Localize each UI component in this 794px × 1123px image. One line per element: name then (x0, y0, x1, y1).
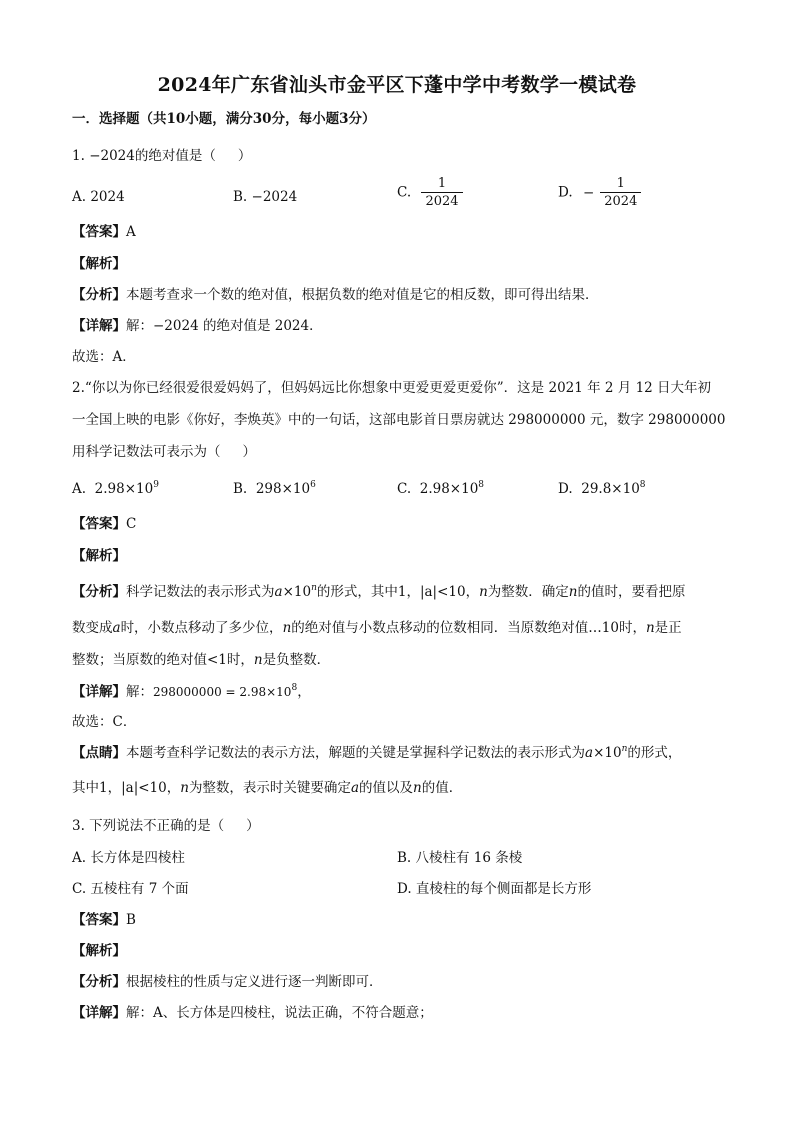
q2-stem-line3-end: ） (242, 444, 256, 460)
q2-fenxi-line2 (72, 619, 682, 637)
q1-option-b: B. −2024 (233, 189, 298, 205)
q1-option-c-denominator: 2024 (421, 192, 462, 210)
answer-label: 【答案】 (72, 516, 126, 532)
q2-option-c-base: 2.98×10 (419, 481, 479, 497)
q1-option-d-numerator: 1 (616, 176, 625, 191)
q2-xiangjie-end: ， (297, 684, 311, 700)
xiangjie-label: 【详解】 (72, 318, 126, 334)
q2-fenxi-text: 是正 (654, 620, 682, 636)
q2-analysis-label: 【解析】 (72, 548, 126, 564)
q1-xiangjie (72, 317, 323, 335)
q1-answer (72, 223, 136, 241)
q2-option-a-label: A. (72, 481, 87, 497)
math-n: n (568, 584, 578, 600)
math-times-ten: ×10 (282, 584, 312, 600)
q2-option-a (72, 480, 159, 498)
q2-fenxi-text: 时， (226, 652, 254, 668)
q2-fenxi-text: 的绝对值与小数点移动的位数相同．当原数绝对值…10时， (291, 620, 646, 636)
q3-option-d: D. 直棱柱的每个侧面都是长方形 (397, 881, 592, 897)
math-n: n (282, 620, 292, 636)
q3-option-a: A. 长方体是四棱柱 (72, 850, 185, 866)
q1-option-d (558, 176, 641, 210)
math-times-ten: ×10 (593, 745, 622, 761)
q2-stem-line1: 2.“你以为你已经很爱很爱妈妈了，但妈妈远比你想象中更爱更爱更爱你”．这是 2021 年 2 月 12 日大年初 (72, 380, 712, 396)
math-n: n (645, 620, 655, 636)
q3-answer-value: B (126, 912, 136, 928)
q3-option-c: C. 五棱柱有 7 个面 (72, 881, 189, 897)
q1-analysis-label: 【解析】 (72, 256, 126, 272)
math-abs-a: |a|<10 (121, 780, 167, 796)
q2-dianjing-line1 (72, 744, 681, 762)
math-n-exp: n (621, 744, 628, 754)
q1-option-d-sign: − (582, 185, 595, 201)
q2-option-c-label: C. (397, 481, 412, 497)
q3-stem-end: ） (246, 818, 260, 834)
q3-answer (72, 911, 136, 929)
q1-expression: −2024 (89, 148, 135, 164)
answer-label: 【答案】 (72, 912, 126, 928)
q1-option-c-fraction (421, 176, 462, 210)
q1-number: 1. (72, 148, 85, 164)
q2-option-a-exp: 9 (153, 480, 159, 490)
q2-option-b-base: 298×10 (255, 481, 311, 497)
q2-option-b-exp: 6 (310, 480, 316, 490)
q1-option-d-fraction (600, 176, 641, 210)
fenxi-label: 【分析】 (72, 287, 126, 303)
math-a: a (112, 620, 121, 636)
q2-fenxi-text: 数变成 (72, 620, 113, 636)
q3-stem (72, 817, 260, 835)
q1-option-c-numerator: 1 (437, 176, 447, 191)
q2-xiangjie-expr: 298000000 = 2.98×10 (153, 685, 292, 699)
q2-choice: 故选：C． (72, 714, 137, 730)
q2-stem-line3-text: 用科学记数法可表示为（ (72, 444, 221, 460)
q1-option-a: A. 2024 (72, 189, 125, 205)
q1-fenxi (72, 286, 599, 304)
q2-option-d-base: 29.8×10 (581, 481, 640, 497)
q1-fenxi-text: 本题考查求一个数的绝对值，根据负数的绝对值是它的相反数，即可得出结果． (126, 287, 599, 303)
q2-fenxi-text: 时，小数点移动了多少位， (120, 620, 283, 636)
xiangjie-label: 【详解】 (72, 1005, 126, 1021)
q2-fenxi-text: 的值时，要看把原 (577, 584, 686, 600)
q2-dianjing-text: 为整数，表示时关键要确定 (188, 780, 351, 796)
q1-xiangjie-text: 解：−2024 的绝对值是 2024． (126, 318, 323, 334)
q2-option-d-label: D. (558, 481, 573, 497)
math-n-exp: n (311, 583, 317, 593)
q3-fenxi-text: 根据棱柱的性质与定义进行逐一判断即可． (126, 974, 383, 990)
math-n: n (479, 584, 488, 600)
q3-xiangjie-text: 解：A、长方体是四棱柱，说法正确，不符合题意； (126, 1005, 433, 1021)
q2-answer (72, 515, 136, 533)
q2-option-c-exp: 8 (478, 480, 485, 490)
math-abs-a: |a|<10 (419, 584, 466, 600)
math-n: n (253, 652, 263, 668)
q3-option-b: B. 八棱柱有 16 条棱 (397, 850, 523, 866)
math-a: a (350, 780, 359, 796)
q1-choice: 故选：A． (72, 349, 136, 365)
q2-dianjing-text: ， (166, 780, 181, 796)
q2-option-c (397, 480, 484, 498)
q2-dianjing-text: 的形式， (627, 745, 682, 761)
q2-dianjing-text: 其中1， (72, 780, 122, 796)
q1-option-c-label: C. (397, 184, 412, 201)
math-n: n (180, 780, 189, 796)
math-a: a (274, 584, 283, 600)
q2-option-b-label: B. (233, 481, 248, 497)
q1-option-c (397, 176, 463, 210)
q1-option-d-label: D. (558, 184, 573, 201)
q2-dianjing-text: 本题考查科学记数法的表示方法，解题的关键是掌握科学记数法的表示形式为 (126, 745, 585, 761)
q2-fenxi-line1 (72, 583, 686, 601)
q2-option-a-base: 2.98×10 (94, 481, 154, 497)
q1-stem-text: 的绝对值是（ (134, 148, 216, 164)
q2-dianjing-line2 (72, 779, 462, 797)
xiangjie-label: 【详解】 (72, 684, 126, 700)
q2-xiangjie-exp: 8 (291, 683, 298, 693)
q2-xiangjie-text: 解： (126, 684, 153, 700)
math-lt-one: <1 (207, 652, 227, 668)
q2-fenxi-text: 为整数．确定 (487, 584, 569, 600)
q3-stem-text: 3. 下列说法不正确的是（ (72, 818, 225, 834)
q1-stem (72, 147, 251, 165)
q2-dianjing-text: 的值以及 (359, 780, 413, 796)
q2-option-d-exp: 8 (639, 480, 646, 490)
math-a: a (585, 745, 594, 761)
q2-fenxi-text: 整数；当原数的绝对值 (72, 652, 207, 668)
q2-fenxi-text: 的形式，其中1， (316, 584, 420, 600)
q2-fenxi-text: 是负整数． (262, 652, 331, 668)
answer-label: 【答案】 (72, 224, 126, 240)
q3-analysis-label: 【解析】 (72, 943, 126, 959)
q2-stem-line2: 一全国上映的电影《你好，李焕英》中的一句话，这部电影首日票房就达 298000000 元，数字 298000000 (72, 412, 726, 428)
q2-option-d (558, 480, 646, 498)
q1-stem-end: ） (237, 148, 252, 164)
q3-fenxi (72, 973, 383, 991)
q2-stem-line3 (72, 443, 256, 461)
q2-fenxi-line3 (72, 651, 330, 669)
dianjing-label: 【点睛】 (72, 745, 126, 761)
q2-fenxi-text: 科学记数法的表示形式为 (126, 584, 275, 600)
q2-answer-value: C (126, 516, 137, 532)
fenxi-label: 【分析】 (72, 974, 126, 990)
q1-answer-value: A (126, 224, 136, 240)
math-n: n (413, 780, 422, 796)
fenxi-label: 【分析】 (72, 584, 126, 600)
q2-option-b (233, 480, 316, 498)
page-title: 2024年广东省汕头市金平区下蓬中学中考数学一模试卷 (157, 74, 637, 96)
q1-option-d-denominator: 2024 (600, 192, 641, 210)
q2-fenxi-text: ， (465, 584, 480, 600)
q2-dianjing-text: 的值． (421, 780, 463, 796)
section-heading: 一．选择题（共10小题，满分30分，每小题3分） (72, 111, 376, 127)
q3-xiangjie (72, 1004, 433, 1022)
q2-xiangjie (72, 683, 311, 701)
